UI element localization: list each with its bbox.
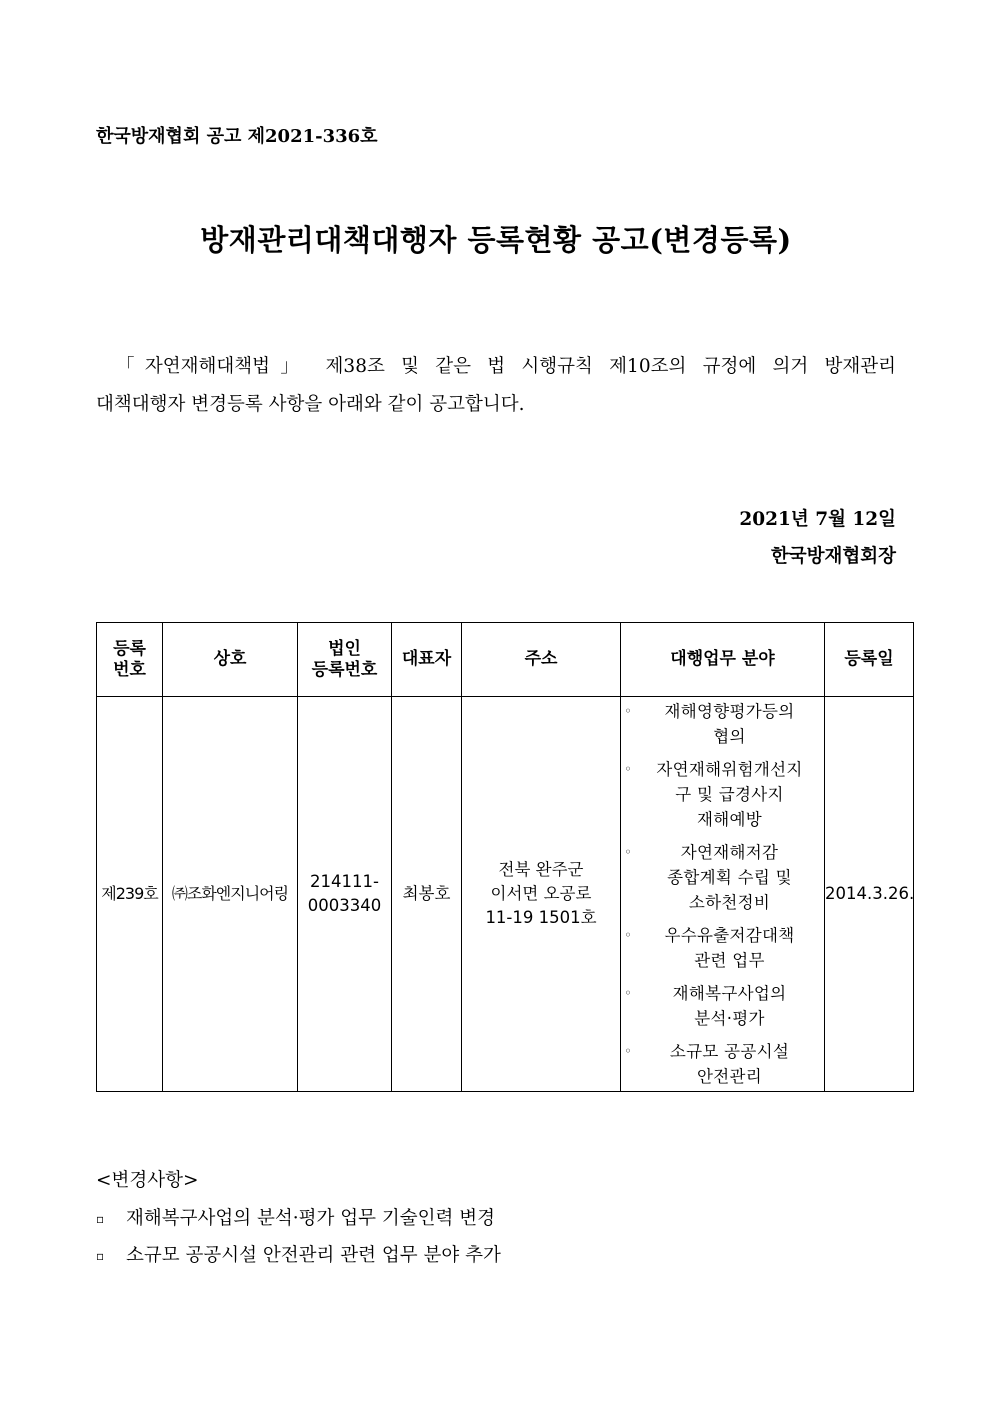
list-item [96, 1204, 495, 1230]
registration-table [96, 622, 914, 1092]
bullet-icon: ◦ [624, 986, 632, 1000]
bullet-icon: ◦ [624, 928, 632, 942]
announcement-date: 2021년 7월 12일 [739, 509, 896, 530]
list-item [96, 1241, 501, 1267]
list-item: ◦ 재해복구사업의 분석·평가 [621, 981, 824, 1031]
cell-company: ㈜조화엔지니어링 [163, 697, 298, 1092]
header-fields: 대행업무 분야 [621, 623, 825, 697]
bullet-icon: ◦ [624, 762, 632, 776]
cell-corp-reg-no: 214111- 0003340 [298, 697, 392, 1092]
list-item: ◦ 소규모 공공시설 안전관리 [621, 1039, 824, 1089]
intro-line-1: 「자연재해대책법」 제38조 및 같은 법 시행규칙 제10조의 규정에 의거 방재관리 [116, 356, 896, 377]
table-header-row [97, 623, 914, 697]
issuer-name: 한국방재협회장 [770, 546, 896, 567]
cell-reg-no: 제239호 [97, 697, 163, 1092]
list-item: ◦ 자연재해저감 종합계획 수립 및 소하천정비 [621, 840, 824, 915]
cell-representative: 최봉호 [392, 697, 462, 1092]
list-item: ◦ 재해영향평가등의 협의 [621, 699, 824, 749]
bullet-icon: ◦ [624, 704, 632, 718]
intro-paragraph [96, 348, 896, 424]
changes-heading: <변경사항> [96, 1170, 199, 1191]
document-title: 방재관리대책대행자 등록현황 공고(변경등록) [200, 223, 792, 257]
intro-line-2: 대책대행자 변경등록 사항을 아래와 같이 공고합니다. [96, 394, 525, 415]
cell-address: 전북 완주군 이서면 오공로 11-19 1501호 [462, 697, 621, 1092]
bullet-icon: ◦ [624, 845, 632, 859]
square-bullet-icon: ▫ [96, 1212, 105, 1226]
header-representative: 대표자 [392, 623, 462, 697]
square-bullet-icon: ▫ [96, 1249, 105, 1263]
table-row [97, 697, 914, 1092]
change-text: 소규모 공공시설 안전관리 관련 업무 분야 추가 [126, 1245, 501, 1266]
header-reg-date: 등록일 [825, 623, 914, 697]
change-text: 재해복구사업의 분석·평가 업무 기술인력 변경 [126, 1208, 495, 1229]
notice-number: 한국방재협회 공고 제2021-336호 [96, 126, 378, 147]
bullet-icon: ◦ [624, 1044, 632, 1058]
header-company: 상호 [163, 623, 298, 697]
header-reg-no: 등록 번호 [97, 623, 163, 697]
header-corp-reg-no: 법인 등록번호 [298, 623, 392, 697]
cell-fields [621, 697, 825, 1092]
cell-reg-date: 2014.3.26. [825, 697, 914, 1092]
list-item: ◦ 우수유출저감대책 관련 업무 [621, 923, 824, 973]
header-address: 주소 [462, 623, 621, 697]
list-item: ◦ 자연재해위험개선지 구 및 급경사지 재해예방 [621, 757, 824, 832]
